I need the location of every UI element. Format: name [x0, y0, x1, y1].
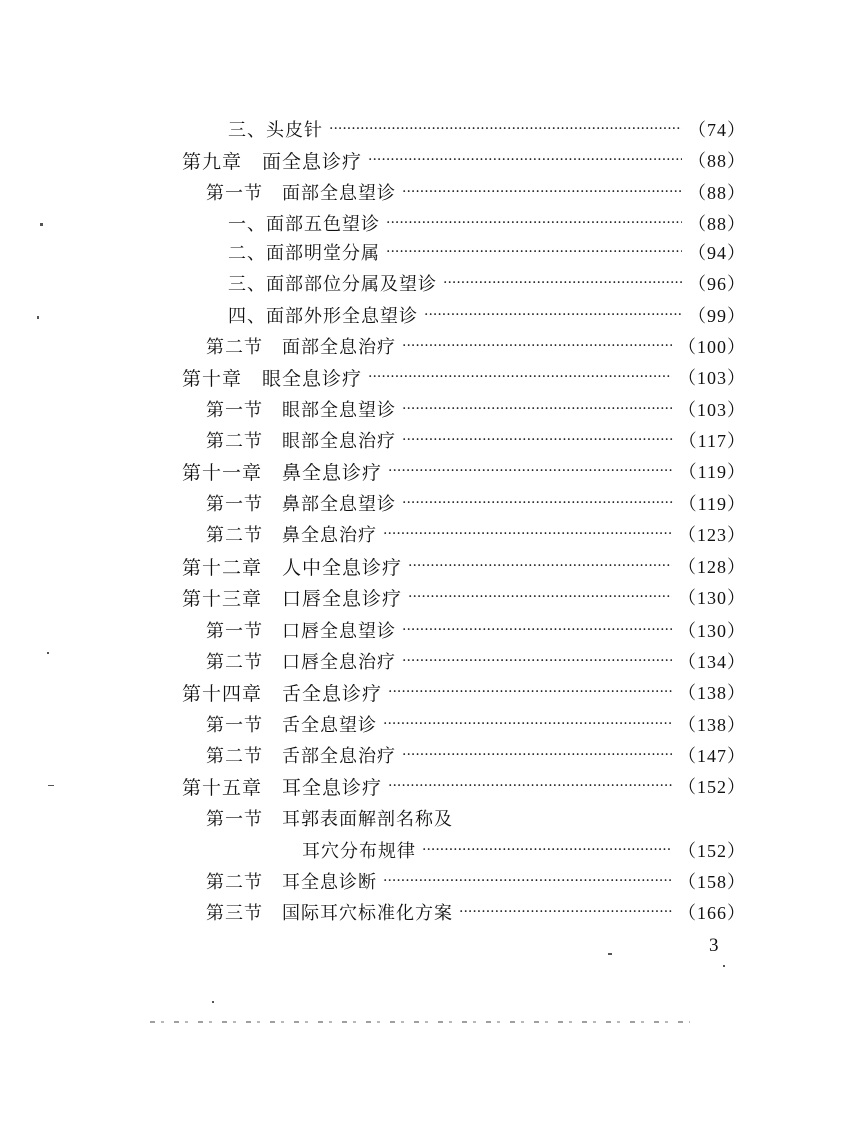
- toc-leader-dots: [368, 152, 682, 168]
- toc-entry-label: 四、面部外形全息望诊: [228, 306, 418, 327]
- toc-entry-page: （123）: [678, 525, 746, 545]
- toc-entry-label: 第二节 口唇全息治疗: [206, 652, 396, 673]
- toc-leader-dots: [368, 369, 672, 385]
- toc-leader-dots: [424, 307, 682, 323]
- toc-entry: [182, 146, 746, 174]
- toc-entry-page: （88）: [688, 151, 746, 171]
- toc-leader-dots: [402, 432, 673, 448]
- toc-entry-page: （103）: [678, 400, 746, 420]
- toc-entry-label: 第二节 面部全息治疗: [206, 337, 396, 358]
- toc-leader-dots: [443, 275, 682, 291]
- toc-leader-dots: [329, 121, 682, 137]
- toc-entry: [206, 489, 746, 517]
- scan-speck: [48, 785, 54, 786]
- toc-entry-page: （103）: [678, 368, 746, 388]
- toc-leader-dots: [383, 716, 672, 732]
- toc-leader-dots: [388, 463, 673, 479]
- toc-entry: [206, 332, 746, 360]
- toc-entry-page: （88）: [688, 183, 746, 203]
- toc-leader-dots: [459, 904, 672, 920]
- toc-leader-dots: [383, 526, 672, 542]
- toc-entry-page: （147）: [678, 746, 746, 766]
- toc-leader-dots: [402, 495, 673, 511]
- toc-entry-label: 三、面部部位分属及望诊: [228, 274, 437, 295]
- toc-entry-page: （94）: [688, 243, 746, 263]
- toc-entry: [228, 238, 746, 266]
- toc-entry-label: 一、面部五色望诊: [228, 214, 380, 235]
- toc-entry-page: （96）: [688, 274, 746, 294]
- scan-speck: [212, 1001, 214, 1003]
- toc-entry-page: （74）: [688, 120, 746, 140]
- toc-entry-page: （138）: [678, 683, 746, 703]
- toc-entry-label: 第一节 舌全息望诊: [206, 715, 377, 736]
- toc-leader-dots: [402, 622, 672, 638]
- toc-leader-dots: [386, 244, 682, 260]
- toc-entry: [206, 804, 746, 832]
- toc-entry: [182, 772, 746, 800]
- toc-entry: [206, 867, 746, 895]
- scan-speck: [723, 965, 725, 967]
- page-number: 3: [709, 935, 719, 956]
- toc-entry-label: 第二节 鼻全息治疗: [206, 525, 377, 546]
- toc-entry: [302, 836, 746, 864]
- toc-entry: [182, 583, 746, 611]
- toc-entry-page: （119）: [678, 462, 746, 482]
- toc-entry-page: （128）: [678, 557, 746, 577]
- toc-entry: [206, 616, 746, 644]
- toc-entry-label: 第一节 口唇全息望诊: [206, 621, 396, 642]
- toc-entry: [206, 520, 746, 548]
- toc-entry: [228, 115, 746, 143]
- toc-leader-dots: [422, 842, 672, 858]
- toc-entry-label: 第十二章 人中全息诊疗: [182, 556, 403, 579]
- toc-leader-dots: [402, 401, 672, 417]
- scan-speck: [40, 223, 43, 226]
- toc-entry-page: （100）: [678, 337, 746, 357]
- toc-entry-label: 三、头皮针: [228, 120, 323, 141]
- toc-entry-label: 第十五章 耳全息诊疗: [182, 776, 383, 799]
- toc-entry-page: （152）: [678, 841, 746, 861]
- toc-entry: [182, 363, 746, 391]
- scan-speck: [608, 953, 612, 955]
- toc-entry: [206, 741, 746, 769]
- toc-entry: [206, 178, 746, 206]
- toc-entry-page: （130）: [678, 588, 746, 608]
- toc-entry-label: 第三节 国际耳穴标准化方案: [206, 903, 453, 924]
- toc-entry-page: （152）: [678, 777, 746, 797]
- toc-entry-page: （166）: [678, 903, 746, 923]
- toc-leader-dots: [402, 747, 672, 763]
- toc-leader-dots: [408, 558, 672, 574]
- toc-entry-label: 二、面部明堂分属: [228, 243, 380, 264]
- scan-noise-line: [150, 1021, 690, 1023]
- toc-entry-label: 第一节 耳郭表面解剖名称及: [206, 809, 453, 830]
- toc-entry-page: （158）: [678, 872, 746, 892]
- toc-entry: [182, 457, 746, 485]
- toc-entry-page: （134）: [678, 652, 746, 672]
- toc-entry-label: 耳穴分布规律: [302, 841, 416, 862]
- toc-leader-dots: [388, 778, 672, 794]
- toc-leader-dots: [408, 589, 672, 605]
- toc-entry: [206, 647, 746, 675]
- toc-entry-label: 第一节 面部全息望诊: [206, 183, 396, 204]
- toc-entry: [182, 678, 746, 706]
- scan-speck: [47, 652, 49, 654]
- toc-leader-dots: [388, 684, 672, 700]
- toc-entry-page: （119）: [678, 494, 746, 514]
- toc-entry-page: （138）: [678, 715, 746, 735]
- toc-leader-dots: [402, 184, 682, 200]
- toc-entry-label: 第二节 眼部全息治疗: [206, 431, 396, 452]
- toc-entry-page: （130）: [678, 621, 746, 641]
- toc-entry-label: 第十四章 舌全息诊疗: [182, 682, 383, 705]
- toc-entry-label: 第一节 鼻部全息望诊: [206, 494, 396, 515]
- toc-entry: [182, 552, 746, 580]
- toc-entry-page: （99）: [688, 306, 746, 326]
- toc-entry: [228, 301, 746, 329]
- toc-leader-dots: [402, 653, 672, 669]
- toc-entry-label: 第十三章 口唇全息诊疗: [182, 587, 403, 610]
- toc-entry-page: （117）: [678, 431, 746, 451]
- toc-entry: [228, 209, 746, 237]
- toc-entry: [206, 710, 746, 738]
- toc-entry-label: 第九章 面全息诊疗: [182, 150, 363, 173]
- toc-entry-page: （88）: [688, 214, 746, 234]
- toc-leader-dots: [386, 215, 682, 231]
- toc-entry: [206, 395, 746, 423]
- toc-entry-label: 第二节 耳全息诊断: [206, 872, 377, 893]
- toc-entry: [228, 269, 746, 297]
- scan-speck: [37, 316, 39, 319]
- toc-entry-label: 第一节 眼部全息望诊: [206, 400, 396, 421]
- toc-entry-label: 第二节 舌部全息治疗: [206, 746, 396, 767]
- toc-entry: [206, 898, 746, 926]
- toc-leader-dots: [383, 873, 672, 889]
- toc-entry: [206, 426, 746, 454]
- toc-leader-dots: [402, 338, 672, 354]
- toc-entry-label: 第十章 眼全息诊疗: [182, 367, 363, 390]
- toc-entry-label: 第十一章 鼻全息诊疗: [182, 461, 383, 484]
